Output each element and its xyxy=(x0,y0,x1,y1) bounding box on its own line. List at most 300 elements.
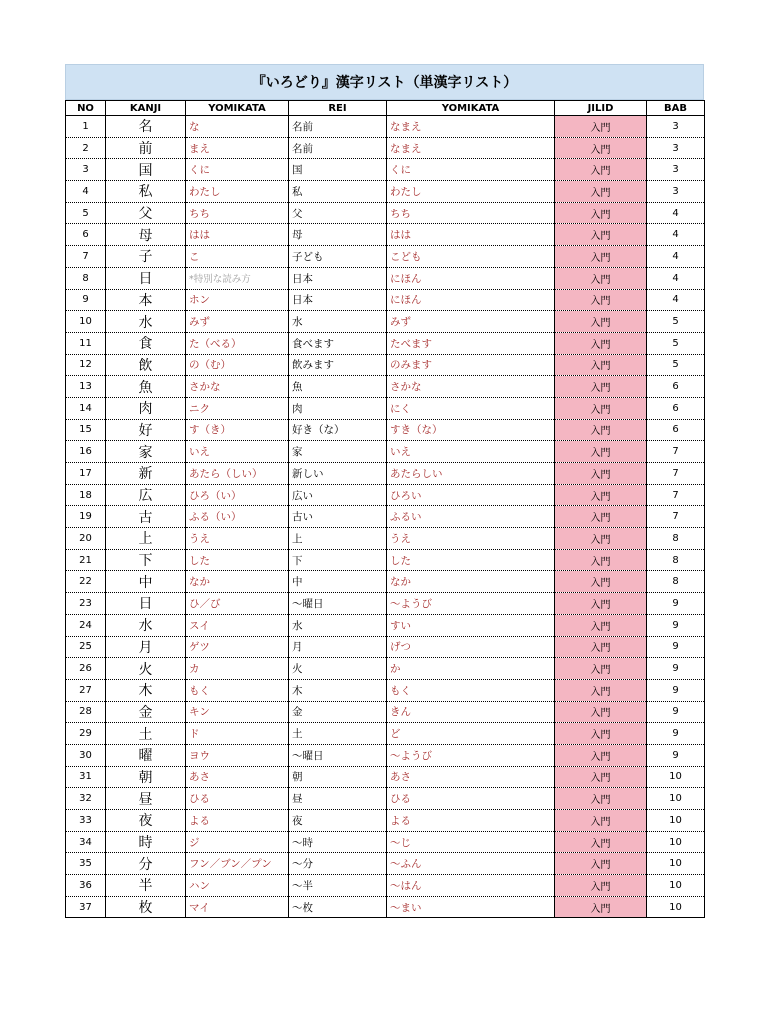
cell-bab: 7 xyxy=(647,484,705,506)
cell-yomikata: ホン xyxy=(186,289,289,311)
cell-no: 22 xyxy=(66,571,106,593)
cell-jilid: 入門 xyxy=(555,506,647,528)
table-row xyxy=(66,853,705,875)
cell-rei-yomikata: ～まい xyxy=(387,896,555,918)
cell-jilid: 入門 xyxy=(555,636,647,658)
cell-bab: 10 xyxy=(647,810,705,832)
cell-yomikata: わたし xyxy=(186,181,289,203)
cell-bab: 7 xyxy=(647,506,705,528)
table-row xyxy=(66,137,705,159)
cell-kanji: 土 xyxy=(106,723,186,745)
cell-rei: 新しい xyxy=(289,463,387,485)
cell-jilid: 入門 xyxy=(555,788,647,810)
table-row xyxy=(66,463,705,485)
cell-kanji: 日 xyxy=(106,593,186,615)
table-row xyxy=(66,441,705,463)
cell-yomikata: した xyxy=(186,549,289,571)
cell-rei-yomikata: のみます xyxy=(387,354,555,376)
cell-jilid: 入門 xyxy=(555,116,647,138)
cell-kanji: 水 xyxy=(106,614,186,636)
cell-rei-yomikata: はは xyxy=(387,224,555,246)
cell-yomikata: さかな xyxy=(186,376,289,398)
cell-no: 9 xyxy=(66,289,106,311)
kanji-table xyxy=(65,100,705,918)
cell-no: 4 xyxy=(66,181,106,203)
cell-rei-yomikata: か xyxy=(387,658,555,680)
cell-no: 11 xyxy=(66,332,106,354)
cell-jilid: 入門 xyxy=(555,875,647,897)
cell-kanji: 飲 xyxy=(106,354,186,376)
cell-no: 12 xyxy=(66,354,106,376)
cell-jilid: 入門 xyxy=(555,744,647,766)
cell-kanji: 上 xyxy=(106,528,186,550)
cell-kanji: 昼 xyxy=(106,788,186,810)
cell-rei-yomikata: みず xyxy=(387,311,555,333)
cell-no: 30 xyxy=(66,744,106,766)
cell-kanji: 分 xyxy=(106,853,186,875)
cell-yomikata: よる xyxy=(186,810,289,832)
cell-jilid: 入門 xyxy=(555,528,647,550)
cell-rei: 上 xyxy=(289,528,387,550)
cell-yomikata: ゲツ xyxy=(186,636,289,658)
cell-bab: 10 xyxy=(647,896,705,918)
table-row xyxy=(66,744,705,766)
cell-rei: 広い xyxy=(289,484,387,506)
cell-kanji: 夜 xyxy=(106,810,186,832)
cell-yomikata: フン／ブン／プン xyxy=(186,853,289,875)
cell-bab: 8 xyxy=(647,571,705,593)
table-row xyxy=(66,484,705,506)
table-row xyxy=(66,267,705,289)
cell-bab: 9 xyxy=(647,593,705,615)
header-row xyxy=(66,101,705,116)
cell-no: 36 xyxy=(66,875,106,897)
cell-no: 34 xyxy=(66,831,106,853)
cell-yomikata: まえ xyxy=(186,137,289,159)
cell-rei-yomikata: ひろい xyxy=(387,484,555,506)
cell-jilid: 入門 xyxy=(555,397,647,419)
cell-bab: 4 xyxy=(647,202,705,224)
cell-no: 14 xyxy=(66,397,106,419)
table-row xyxy=(66,875,705,897)
header-jilid: JILID xyxy=(555,101,647,116)
cell-no: 16 xyxy=(66,441,106,463)
cell-rei: 魚 xyxy=(289,376,387,398)
cell-rei: ～曜日 xyxy=(289,744,387,766)
table-row xyxy=(66,831,705,853)
cell-yomikata: みず xyxy=(186,311,289,333)
cell-rei: 飲みます xyxy=(289,354,387,376)
cell-rei: 家 xyxy=(289,441,387,463)
table-row xyxy=(66,354,705,376)
cell-jilid: 入門 xyxy=(555,311,647,333)
cell-yomikata: す（き） xyxy=(186,419,289,441)
cell-rei-yomikata: もく xyxy=(387,679,555,701)
cell-bab: 6 xyxy=(647,376,705,398)
cell-jilid: 入門 xyxy=(555,267,647,289)
cell-yomikata: スイ xyxy=(186,614,289,636)
cell-bab: 9 xyxy=(647,723,705,745)
cell-bab: 9 xyxy=(647,701,705,723)
cell-no: 2 xyxy=(66,137,106,159)
cell-kanji: 新 xyxy=(106,463,186,485)
cell-jilid: 入門 xyxy=(555,593,647,615)
table-row xyxy=(66,658,705,680)
cell-jilid: 入門 xyxy=(555,571,647,593)
table-row xyxy=(66,397,705,419)
table-row xyxy=(66,636,705,658)
cell-bab: 4 xyxy=(647,246,705,268)
cell-kanji: 本 xyxy=(106,289,186,311)
cell-kanji: 月 xyxy=(106,636,186,658)
cell-rei-yomikata: いえ xyxy=(387,441,555,463)
cell-rei: 土 xyxy=(289,723,387,745)
cell-bab: 10 xyxy=(647,831,705,853)
cell-no: 18 xyxy=(66,484,106,506)
cell-yomikata: あさ xyxy=(186,766,289,788)
cell-no: 6 xyxy=(66,224,106,246)
cell-rei-yomikata: こども xyxy=(387,246,555,268)
cell-rei: 火 xyxy=(289,658,387,680)
cell-rei-yomikata: ど xyxy=(387,723,555,745)
cell-rei-yomikata: すき（な） xyxy=(387,419,555,441)
cell-rei: 名前 xyxy=(289,116,387,138)
cell-rei: 私 xyxy=(289,181,387,203)
cell-kanji: 曜 xyxy=(106,744,186,766)
cell-yomikata: カ xyxy=(186,658,289,680)
table-row xyxy=(66,593,705,615)
cell-kanji: 半 xyxy=(106,875,186,897)
cell-rei: 昼 xyxy=(289,788,387,810)
kanji-list-sheet xyxy=(65,64,704,918)
cell-kanji: 下 xyxy=(106,549,186,571)
cell-jilid: 入門 xyxy=(555,332,647,354)
cell-rei-yomikata: げつ xyxy=(387,636,555,658)
table-row xyxy=(66,549,705,571)
cell-kanji: 古 xyxy=(106,506,186,528)
table-row xyxy=(66,246,705,268)
table-row xyxy=(66,528,705,550)
cell-bab: 3 xyxy=(647,137,705,159)
cell-no: 21 xyxy=(66,549,106,571)
cell-yomikata: ド xyxy=(186,723,289,745)
cell-no: 23 xyxy=(66,593,106,615)
cell-kanji: 魚 xyxy=(106,376,186,398)
cell-jilid: 入門 xyxy=(555,376,647,398)
cell-no: 19 xyxy=(66,506,106,528)
cell-yomikata: ジ xyxy=(186,831,289,853)
cell-bab: 9 xyxy=(647,658,705,680)
cell-jilid: 入門 xyxy=(555,679,647,701)
cell-kanji: 日 xyxy=(106,267,186,289)
cell-bab: 8 xyxy=(647,549,705,571)
header-no: NO xyxy=(66,101,106,116)
cell-rei-yomikata: あたらしい xyxy=(387,463,555,485)
cell-kanji: 家 xyxy=(106,441,186,463)
cell-yomikata: ひる xyxy=(186,788,289,810)
cell-bab: 9 xyxy=(647,636,705,658)
cell-bab: 9 xyxy=(647,744,705,766)
cell-no: 10 xyxy=(66,311,106,333)
cell-rei-yomikata: ひる xyxy=(387,788,555,810)
cell-no: 24 xyxy=(66,614,106,636)
cell-rei: 朝 xyxy=(289,766,387,788)
cell-bab: 8 xyxy=(647,528,705,550)
cell-rei-yomikata: なか xyxy=(387,571,555,593)
table-row xyxy=(66,419,705,441)
cell-rei-yomikata: なまえ xyxy=(387,116,555,138)
table-row xyxy=(66,376,705,398)
cell-no: 20 xyxy=(66,528,106,550)
cell-rei: 子ども xyxy=(289,246,387,268)
cell-rei: ～時 xyxy=(289,831,387,853)
cell-rei: ～半 xyxy=(289,875,387,897)
cell-no: 25 xyxy=(66,636,106,658)
cell-jilid: 入門 xyxy=(555,224,647,246)
cell-bab: 6 xyxy=(647,397,705,419)
cell-no: 28 xyxy=(66,701,106,723)
cell-no: 27 xyxy=(66,679,106,701)
cell-no: 1 xyxy=(66,116,106,138)
cell-yomikata: た（べる） xyxy=(186,332,289,354)
cell-kanji: 母 xyxy=(106,224,186,246)
cell-yomikata: もく xyxy=(186,679,289,701)
table-row xyxy=(66,896,705,918)
cell-kanji: 時 xyxy=(106,831,186,853)
cell-jilid: 入門 xyxy=(555,463,647,485)
cell-jilid: 入門 xyxy=(555,810,647,832)
cell-kanji: 肉 xyxy=(106,397,186,419)
cell-kanji: 中 xyxy=(106,571,186,593)
cell-bab: 10 xyxy=(647,875,705,897)
cell-rei: 金 xyxy=(289,701,387,723)
cell-jilid: 入門 xyxy=(555,441,647,463)
cell-rei-yomikata: した xyxy=(387,549,555,571)
sheet-title: 『いろどり』漢字リスト（単漢字リスト） xyxy=(65,64,704,100)
table-row xyxy=(66,571,705,593)
cell-jilid: 入門 xyxy=(555,484,647,506)
cell-rei: 古い xyxy=(289,506,387,528)
cell-jilid: 入門 xyxy=(555,354,647,376)
cell-bab: 4 xyxy=(647,289,705,311)
cell-bab: 4 xyxy=(647,224,705,246)
cell-jilid: 入門 xyxy=(555,159,647,181)
table-row xyxy=(66,202,705,224)
cell-rei-yomikata: あさ xyxy=(387,766,555,788)
cell-rei: 水 xyxy=(289,311,387,333)
cell-rei-yomikata: ～はん xyxy=(387,875,555,897)
cell-bab: 9 xyxy=(647,614,705,636)
cell-jilid: 入門 xyxy=(555,853,647,875)
header-bab: BAB xyxy=(647,101,705,116)
cell-rei: 肉 xyxy=(289,397,387,419)
cell-rei: 日本 xyxy=(289,267,387,289)
cell-kanji: 枚 xyxy=(106,896,186,918)
cell-jilid: 入門 xyxy=(555,181,647,203)
table-row xyxy=(66,311,705,333)
cell-no: 33 xyxy=(66,810,106,832)
cell-no: 37 xyxy=(66,896,106,918)
cell-rei-yomikata: さかな xyxy=(387,376,555,398)
cell-jilid: 入門 xyxy=(555,614,647,636)
header-rei-yomikata: YOMIKATA xyxy=(387,101,555,116)
cell-rei-yomikata: なまえ xyxy=(387,137,555,159)
cell-yomikata: くに xyxy=(186,159,289,181)
cell-yomikata: なか xyxy=(186,571,289,593)
cell-kanji: 子 xyxy=(106,246,186,268)
cell-yomikata: ニク xyxy=(186,397,289,419)
table-row xyxy=(66,224,705,246)
cell-yomikata: *特別な読み方 xyxy=(186,267,289,289)
cell-rei-yomikata: うえ xyxy=(387,528,555,550)
cell-rei: 下 xyxy=(289,549,387,571)
cell-rei: 月 xyxy=(289,636,387,658)
table-row xyxy=(66,701,705,723)
table-row xyxy=(66,788,705,810)
cell-rei-yomikata: たべます xyxy=(387,332,555,354)
cell-bab: 3 xyxy=(647,116,705,138)
cell-jilid: 入門 xyxy=(555,831,647,853)
cell-yomikata: こ xyxy=(186,246,289,268)
cell-rei: 母 xyxy=(289,224,387,246)
cell-rei-yomikata: にく xyxy=(387,397,555,419)
header-rei: REI xyxy=(289,101,387,116)
cell-bab: 3 xyxy=(647,181,705,203)
cell-kanji: 火 xyxy=(106,658,186,680)
cell-rei: 日本 xyxy=(289,289,387,311)
cell-yomikata: マイ xyxy=(186,896,289,918)
cell-jilid: 入門 xyxy=(555,701,647,723)
cell-bab: 6 xyxy=(647,419,705,441)
cell-bab: 7 xyxy=(647,463,705,485)
cell-bab: 5 xyxy=(647,332,705,354)
cell-rei-yomikata: ～ようび xyxy=(387,593,555,615)
cell-jilid: 入門 xyxy=(555,766,647,788)
cell-jilid: 入門 xyxy=(555,289,647,311)
cell-rei: 父 xyxy=(289,202,387,224)
cell-rei-yomikata: きん xyxy=(387,701,555,723)
cell-kanji: 好 xyxy=(106,419,186,441)
cell-no: 15 xyxy=(66,419,106,441)
cell-jilid: 入門 xyxy=(555,658,647,680)
cell-rei: 名前 xyxy=(289,137,387,159)
table-row xyxy=(66,332,705,354)
table-row xyxy=(66,116,705,138)
cell-jilid: 入門 xyxy=(555,419,647,441)
cell-bab: 10 xyxy=(647,788,705,810)
cell-bab: 9 xyxy=(647,679,705,701)
cell-kanji: 水 xyxy=(106,311,186,333)
cell-rei-yomikata: にほん xyxy=(387,267,555,289)
cell-yomikata: ひろ（い） xyxy=(186,484,289,506)
cell-yomikata: あたら（しい） xyxy=(186,463,289,485)
cell-rei-yomikata: くに xyxy=(387,159,555,181)
cell-yomikata: ヨウ xyxy=(186,744,289,766)
cell-no: 7 xyxy=(66,246,106,268)
cell-rei-yomikata: ～ふん xyxy=(387,853,555,875)
cell-yomikata: ふる（い） xyxy=(186,506,289,528)
cell-yomikata: いえ xyxy=(186,441,289,463)
cell-yomikata: ハン xyxy=(186,875,289,897)
cell-kanji: 朝 xyxy=(106,766,186,788)
cell-rei: ～曜日 xyxy=(289,593,387,615)
cell-rei: 夜 xyxy=(289,810,387,832)
cell-no: 17 xyxy=(66,463,106,485)
table-row xyxy=(66,181,705,203)
cell-yomikata: ちち xyxy=(186,202,289,224)
cell-rei: 木 xyxy=(289,679,387,701)
cell-kanji: 私 xyxy=(106,181,186,203)
cell-yomikata: はは xyxy=(186,224,289,246)
cell-kanji: 前 xyxy=(106,137,186,159)
cell-rei-yomikata: にほん xyxy=(387,289,555,311)
table-row xyxy=(66,723,705,745)
table-row xyxy=(66,679,705,701)
table-row xyxy=(66,159,705,181)
cell-kanji: 父 xyxy=(106,202,186,224)
table-row xyxy=(66,289,705,311)
cell-yomikata: キン xyxy=(186,701,289,723)
cell-yomikata: の（む） xyxy=(186,354,289,376)
table-row xyxy=(66,766,705,788)
cell-rei-yomikata: すい xyxy=(387,614,555,636)
cell-rei: 中 xyxy=(289,571,387,593)
cell-no: 31 xyxy=(66,766,106,788)
cell-no: 32 xyxy=(66,788,106,810)
cell-no: 29 xyxy=(66,723,106,745)
cell-jilid: 入門 xyxy=(555,137,647,159)
header-kanji: KANJI xyxy=(106,101,186,116)
cell-rei-yomikata: ちち xyxy=(387,202,555,224)
cell-rei-yomikata: わたし xyxy=(387,181,555,203)
cell-rei: ～枚 xyxy=(289,896,387,918)
cell-rei: ～分 xyxy=(289,853,387,875)
cell-no: 26 xyxy=(66,658,106,680)
cell-rei-yomikata: ～ようび xyxy=(387,744,555,766)
cell-bab: 5 xyxy=(647,354,705,376)
cell-jilid: 入門 xyxy=(555,246,647,268)
cell-kanji: 名 xyxy=(106,116,186,138)
cell-jilid: 入門 xyxy=(555,549,647,571)
table-row xyxy=(66,810,705,832)
cell-jilid: 入門 xyxy=(555,202,647,224)
header-yomikata: YOMIKATA xyxy=(186,101,289,116)
table-body xyxy=(66,116,705,918)
cell-no: 3 xyxy=(66,159,106,181)
cell-bab: 10 xyxy=(647,853,705,875)
cell-bab: 7 xyxy=(647,441,705,463)
cell-yomikata: うえ xyxy=(186,528,289,550)
cell-rei-yomikata: ～じ xyxy=(387,831,555,853)
cell-no: 13 xyxy=(66,376,106,398)
cell-jilid: 入門 xyxy=(555,896,647,918)
cell-kanji: 広 xyxy=(106,484,186,506)
cell-rei-yomikata: よる xyxy=(387,810,555,832)
cell-yomikata: な xyxy=(186,116,289,138)
cell-kanji: 国 xyxy=(106,159,186,181)
table-row xyxy=(66,614,705,636)
cell-no: 8 xyxy=(66,267,106,289)
cell-bab: 4 xyxy=(647,267,705,289)
table-row xyxy=(66,506,705,528)
cell-rei-yomikata: ふるい xyxy=(387,506,555,528)
cell-kanji: 金 xyxy=(106,701,186,723)
cell-bab: 5 xyxy=(647,311,705,333)
cell-rei: 国 xyxy=(289,159,387,181)
cell-kanji: 木 xyxy=(106,679,186,701)
cell-jilid: 入門 xyxy=(555,723,647,745)
cell-kanji: 食 xyxy=(106,332,186,354)
